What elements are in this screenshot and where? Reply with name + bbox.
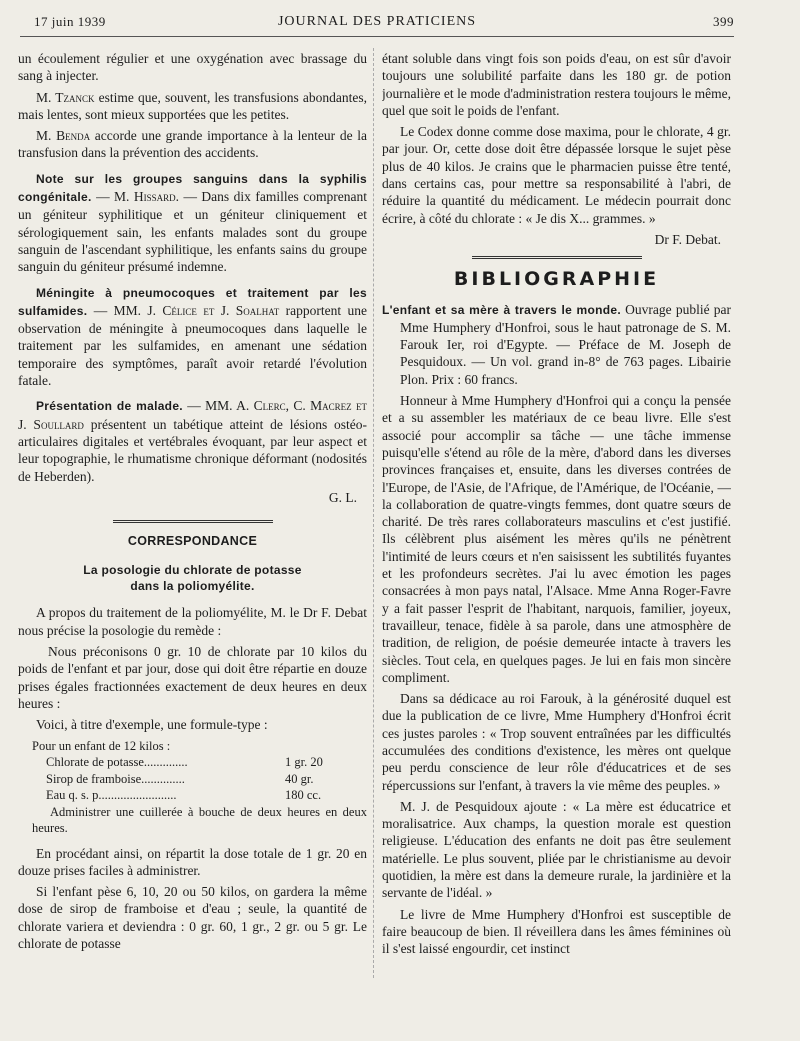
header-journal-title: JOURNAL DES PRATICIENS (277, 14, 477, 29)
communication-author: — M. Hissard. — (91, 189, 202, 205)
ingredient-name: Eau q. s. p......................... (46, 788, 177, 802)
paragraph-text: estime que, souvent, les transfusions abondantes, mais lentes, sont mieux supportées que les petites. (18, 89, 367, 122)
paragraph: A propos du traitement de la poliomyélite, M. le Dr F. Debat nous précise la posologie du remède : (18, 605, 367, 638)
section-title: CORRESPONDANCE (127, 534, 258, 549)
column-divider (373, 48, 374, 978)
ingredient-name: Sirop de framboise.............. (46, 771, 185, 786)
header-date: 17 juin 1939 (34, 14, 106, 29)
paragraph: étant soluble dans vingt fois son poids d'eau, on est sûr d'avoir toujours une solubilité parfaite dans les 180 gr. de potion journalière et le mode d'administration restera toujours le même, quel que soit le poids de l'enfant. (382, 51, 731, 118)
paragraph: Le Codex donne comme dose maxima, pour le chlorate, 4 gr. par jour. Or, cette dose doit être dépassée lorsque le sujet pèse plus de 40 kilos. Je crains que le pharmacien puisse être tenté, dans certains cas, pour mettre sa responsabilité à l'abri, de réduire la quantité du médicament. Le médecin pourrait donc écrire, à côté du chlorate : « Je dis X... grammes. » (382, 124, 731, 226)
paragraph (18, 127, 367, 162)
signature: G. L. (328, 489, 357, 505)
communication-title: Méningite à pneumocoques et traitement par les sulfamides. (18, 285, 367, 318)
communication-title: Présentation de malade. (36, 399, 183, 414)
paragraph: un écoulement régulier et une oxygénation avec brassage du sang à injecter. (18, 51, 367, 84)
paragraph: Nous préconisons 0 gr. 10 de chlorate par 10 kilos du poids de l'enfant et par jour, dose qui doit être répartie en douze prises égales fractionnées exactement de deux heures en deux heures : (18, 644, 367, 711)
article-title-line: La posologie du chlorate de potasse (83, 563, 302, 578)
section-separator (472, 256, 642, 259)
left-column (18, 50, 367, 980)
ingredient-quantity: 180 cc. (285, 788, 322, 802)
prescription-heading: Pour un enfant de 12 kilos : (32, 738, 171, 753)
author-name: M. Benda (36, 128, 91, 144)
ingredient-quantity: 40 gr. (285, 771, 314, 786)
communication-author: — MM. J. Célice et J. Soalhat (87, 302, 286, 318)
header-page-number: 399 (713, 14, 734, 29)
paragraph: Voici, à titre d'exemple, une formule-type : (36, 717, 268, 733)
communication-title: Note sur les groupes sanguins dans la syphilis congénitale. (18, 171, 367, 205)
author-name: M. Tzanck (36, 89, 95, 105)
prescription-line (32, 754, 367, 771)
ingredient-quantity: 1 gr. 20 (285, 755, 323, 769)
article-title-line: dans la poliomyélite. (130, 579, 255, 594)
paragraph (18, 89, 367, 124)
communication (18, 170, 367, 276)
prescription-line (32, 771, 367, 788)
communication (18, 397, 367, 484)
prescription (32, 738, 367, 837)
signature: Dr F. Debat. (654, 231, 721, 247)
prescription-administration: Administrer une cuillerée à bouche de deux heures en deux heures. (32, 804, 367, 835)
paragraph: Honneur à Mme Humphery d'Honfroi qui a conçu la pensée et a su assembler les matériaux de ce beau livre. Elle s'est associé pour accomplir sa tâche — une tâche immense puisqu'elle s'étend au rôle de la mère, d'abord dans les diverses provinces françaises et, ensuite, dans les diverses contrées de l'Europe, de l'Asie, de l'Afrique, de l'Amérique, de l'Océanie, — la collaboration de quatre-vingts femmes, dont quatre sœurs de charité. De très rares collaborateurs masculins et c'est justifié. Ils célèbrent plus aisément les mères qu'ils ne pénètrent l'intimité de leurs cœurs et n'en saisissent les subtilités fuyantes et les profondeurs secrètes. J'ai lu avec émotion les pages consacrées à mon pays natal, l'Alsace. Mme Anna Roger-Favre y a fait passer l'esprit de l'habitant, narquois, familier, joyeux, travailleur, tenace, fidèle à sa parole, dans une atmosphère de tradition, de religion, de poésie demeurée intacte à travers les siècles. Tout cela, en quelques pages. Je lui en fais mon sincère compliment. (382, 393, 731, 685)
prescription-line (32, 787, 367, 804)
ingredient-name: Chlorate de potasse.............. (46, 755, 188, 769)
right-column (382, 50, 731, 980)
communication-body: Dans dix familles comprenant un géniteur syphilitique et un géniteur cliniquement et sérologiquement sain, les enfants malades sont du groupe sanguin de l'ascendant syphilitique, les enfants sains du groupe sanguin du géniteur présumé indemne. (18, 189, 367, 275)
section-title: BIBLIOGRAPHIE (453, 268, 660, 291)
communication-body: présentent un tabétique atteint de lésions ostéo-articulaires digitales et vertébrales évoquant, par leur aspect et leur topographie, le rhumatisme chronique déformant (nodosités de Heberden). (18, 416, 367, 484)
section-separator (113, 520, 273, 523)
communication-author: — MM. A. Clerc, C. Macrez et J. Soullard (18, 398, 367, 432)
book-info: Ouvrage publié par Mme Humphery d'Honfroi, sous le haut patronage de S. M. Farouk Ier, roi d'Egypte. — Préface de M. Joseph de Pesquidoux. — Un vol. grand in-8° de 763 pages. Libairie Plon. Prix : 60 francs. (400, 301, 731, 387)
communication (18, 284, 367, 390)
paragraph: En procédant ainsi, on répartit la dose totale de 1 gr. 20 en douze prises faciles à administrer. (18, 845, 367, 878)
paragraph: Si l'enfant pèse 6, 10, 20 ou 50 kilos, on gardera la même dose de sirop de framboise et d'eau ; seule, la quantité de chlorate variera et deviendra : 0 gr. 60, 1 gr., 2 gr. ou 5 gr. Le chlorate de potasse (18, 884, 367, 951)
book-title: L'enfant et sa mère à travers le monde. (382, 302, 621, 317)
communication-body: rapportent une observation de méningite à pneumocoques dans laquelle le traitement par les sulfamides, en amenant une sédation temporaire des symptômes, paraît avoir retardé l'évolution fatale. (18, 302, 367, 389)
paragraph: Le livre de Mme Humphery d'Honfroi est susceptible de faire beaucoup de bien. Il réveillera dans les âmes féminines où il s'est laissé engourdir, cet instinct (382, 906, 731, 957)
article-title (18, 562, 367, 594)
header-rule (20, 36, 734, 37)
running-header (20, 14, 734, 32)
paragraph: Dans sa dédicace au roi Farouk, à la générosité duquel est due la publication de ce livre, Mme Humphery d'Honfroi écrit ces justes paroles : « Trop souvent entraînées par les difficultés accumulées des conditions d'existence, les mères ont quelque peu perdu conscience de leur rôle d'éducatrices et de ses répercussions sur l'enfant, à travers la vie même des peuples. » (382, 691, 731, 793)
book-reference (382, 301, 731, 388)
paragraph-text: accorde une grande importance à la lenteur de la transfusion dans la prévention des accidents. (18, 128, 367, 161)
paragraph: M. J. de Pesquidoux ajoute : « La mère est éducatrice et moralisatrice. Aux champs, la question morale est question religieuse. L'éducation des enfants ne doit pas être seulement matérielle. Le plus souvent, pliée par le christianisme au devoir quotidien, la mère est dans la demeure rurale, la jardinière et la servante de l'idéal. » (382, 798, 731, 901)
